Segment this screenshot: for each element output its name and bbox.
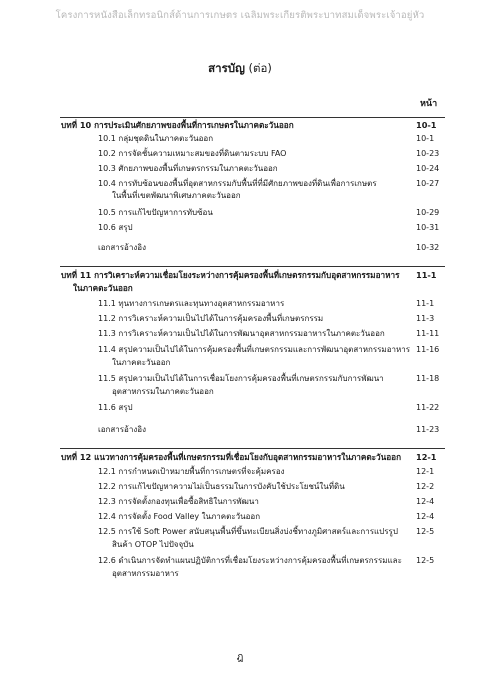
toc-page-number: 12-4 [416,512,435,521]
toc-label: 12.5 การใช้ Soft Power สนับสนุนพื้นที่ขึ้นทะเบียนสิ่งบ่งชี้ทางภูมิศาสตร์และการแปรรูป [98,527,398,536]
toc-label: 11.2 การวิเคราะห์ความเป็นไปได้ในการคุ้มครองพื้นที่เกษตรกรรม [98,314,324,323]
toc-label: 10.3 ศักยภาพของพื้นที่เกษตรกรรมในภาคตะวันออก [98,164,278,173]
toc-page-number: 11-1 [416,299,435,308]
toc-label: 11.1 ทุนทางการเกษตรและทุนทางอุตสาหกรรมอาหาร [98,299,285,308]
page-number: ฎ [236,652,244,663]
toc-label: เอกสารอ้างอิง [98,243,146,252]
toc-label: 11.6 สรุป [98,403,133,412]
toc-label: ในภาคตะวันออก [73,283,133,293]
page-column-label: หน้า [420,99,438,109]
toc-page-number: 11-22 [416,403,440,412]
toc-label: 10.6 สรุป [98,223,133,232]
toc-page-number: 11-1 [416,270,437,280]
toc-page-number: 10-27 [416,179,440,188]
toc-label: 11.3 การวิเคราะห์ความเป็นไปได้ในการพัฒนาอุตสาหกรรมอาหารในภาคตะวันออก [98,329,385,338]
toc-page-number: 11-11 [416,329,440,338]
toc-label: 12.2 การแก้ไขปัญหาความไม่เป็นธรรมในการบังคับใช้ประโยชน์ในที่ดิน [98,482,345,491]
toc-label: 10.5 การแก้ไขปัญหาการทับซ้อน [98,208,213,217]
toc-page-number: 12-4 [416,497,435,506]
chapter-divider [60,117,445,118]
toc-label: 12.4 การจัดตั้ง Food Valley ในภาคตะวันออก [98,512,261,521]
toc-page-number: 12-1 [416,452,437,462]
toc-page-number: 11-3 [416,314,435,323]
toc-label: อุตสาหกรรมในภาคตะวันออก [112,387,214,396]
chapter-divider [60,448,445,449]
title-suffix: (ต่อ) [248,61,272,75]
toc-page-number: 11-18 [416,374,440,383]
toc-label: 12.6 ดำเนินการจัดทำแผนปฏิบัติการที่เชื่อมโยงระหว่างการคุ้มครองพื้นที่เกษตรกรรมและ [98,556,402,565]
toc-label: ในพื้นที่เขตพัฒนาพิเศษภาคตะวันออก [112,191,241,200]
toc-page-number: 12-5 [416,527,435,536]
toc-label: 10.1 กลุ่มชุดดินในภาคตะวันออก [98,134,214,143]
toc-label: 11.4 สรุปความเป็นไปได้ในการคุ้มครองพื้นที่เกษตรกรรมและการพัฒนาอุตสาหกรรมอาหาร [98,345,411,354]
toc-page-number: 10-23 [416,149,440,158]
toc-label: บทที่ 11 การวิเคราะห์ความเชื่อมโยงระหว่างการคุ้มครองพื้นที่เกษตรกรรมกับอุตสาหกรรมอาหาร [61,270,400,280]
toc-label: เอกสารอ้างอิง [98,425,146,434]
toc-page-number: 11-16 [416,345,440,354]
toc-label: 11.5 สรุปความเป็นไปได้ในการเชื่อมโยงการคุ้มครองพื้นที่เกษตรกรรมกับการพัฒนา [98,374,384,383]
toc-label: บทที่ 12 แนวทางการคุ้มครองพื้นที่เกษตรกรรมที่เชื่อมโยงกับอุตสาหกรรมอาหารในภาคตะวันออก [61,452,402,462]
toc-page-number: 10-24 [416,164,440,173]
toc-page-number: 10-32 [416,243,440,252]
toc-label: อุตสาหกรรมอาหาร [112,569,179,578]
toc-label: 12.1 การกำหนดเป้าหมายพื้นที่การเกษตรที่จะคุ้มครอง [98,467,285,476]
toc-label: 10.4 การทับซ้อนของพื้นที่อุตสาหกรรมกับพื้นที่ที่มีศักยภาพของที่ดินเพื่อการเกษตร [98,179,377,188]
toc-page-number: 12-2 [416,482,435,491]
page-title [0,60,480,78]
toc-page-number: 10-31 [416,223,440,232]
toc-label: บทที่ 10 การประเมินศักยภาพของพื้นที่การเกษตรในภาคตะวันออก [61,120,294,130]
toc-label: 12.3 การจัดตั้งกองทุนเพื่อซื้อสิทธิในการพัฒนา [98,497,259,506]
title-main: สารบัญ [208,61,245,75]
running-header: โครงการหนังสือเล็กทรอนิกส์ด้านการเกษตร เฉลิมพระเกียรติพระบาทสมเด็จพระเจ้าอยู่หัว [55,10,425,21]
toc-page-number: 12-1 [416,467,435,476]
chapter-divider [60,266,445,267]
toc-label: ในภาคตะวันออก [112,358,171,367]
toc-page-number: 10-1 [416,134,435,143]
toc-page-number: 11-23 [416,425,440,434]
toc-label: 10.2 การจัดชั้นความเหมาะสมของที่ดินตามระบบ FAO [98,149,287,158]
toc-page-number: 10-29 [416,208,440,217]
toc-page-number: 12-5 [416,556,435,565]
toc-page-number: 10-1 [416,120,437,130]
toc-label: สินค้า OTOP ไปปัจจุบัน [112,540,194,549]
